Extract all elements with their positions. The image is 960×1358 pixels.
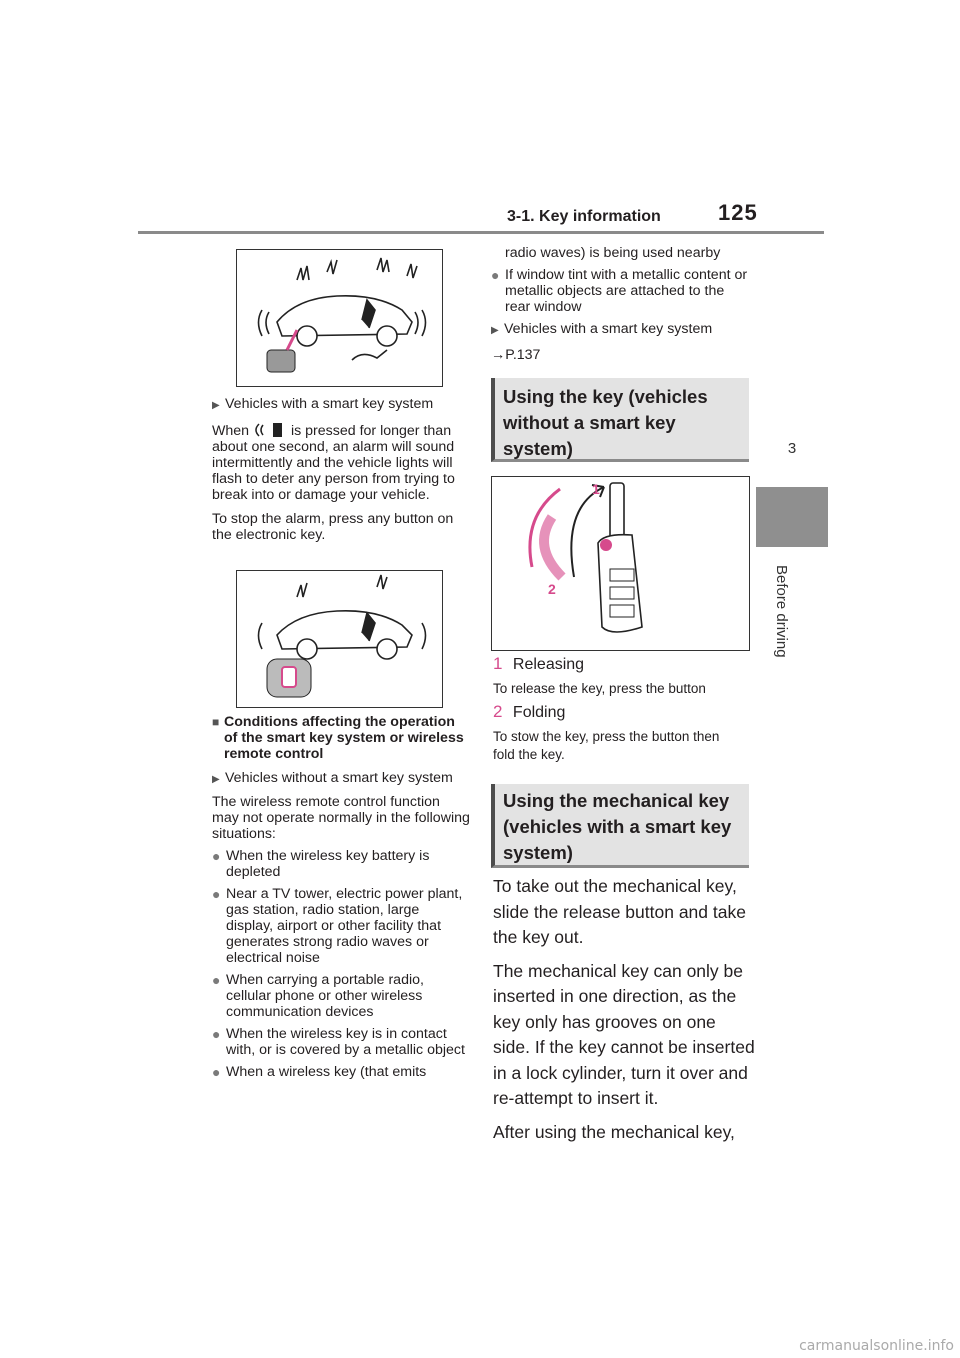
section-title: 3-1. Key information bbox=[507, 208, 661, 225]
figure-label-2: 2 bbox=[548, 581, 556, 597]
triangle-right-icon: ▶ bbox=[491, 325, 499, 336]
key-fold-illustration bbox=[491, 476, 750, 651]
list-item: ● When the wireless key battery is depleted bbox=[212, 848, 430, 880]
mechanical-key-heading: Using the mechanical key (vehicles with a smart key system) bbox=[491, 784, 749, 868]
list-item: ● Near a TV tower, electric power plant, gas station, radio station, large display, airport or other facility that generates strong radio waves or electrical noise bbox=[212, 886, 463, 966]
panic-button-icon bbox=[253, 422, 287, 438]
dot-bullet-icon: ● bbox=[212, 848, 221, 864]
page-reference: →P.137 bbox=[491, 347, 541, 363]
step-releasing: 1 Releasing bbox=[493, 654, 585, 673]
smart-key-heading-right: ▶ Vehicles with a smart key system bbox=[491, 321, 713, 337]
mechanical-key-body bbox=[493, 874, 755, 1145]
conditions-title: ■ Conditions affecting the operation of the smart key system or wireless remote control bbox=[212, 714, 464, 762]
right-column-top bbox=[491, 245, 753, 363]
list-item: ● When the wireless key is in contact with, or is covered by a metallic object bbox=[212, 1026, 465, 1058]
triangle-right-icon: ▶ bbox=[212, 400, 220, 411]
header-rule bbox=[138, 231, 824, 234]
dot-bullet-icon: ● bbox=[491, 267, 500, 283]
mechanical-paragraph-3: After using the mechanical key, bbox=[493, 1121, 735, 1142]
triangle-right-icon: ▶ bbox=[212, 774, 220, 785]
using-key-heading: Using the key (vehicles without a smart key system) bbox=[491, 378, 749, 462]
dot-bullet-icon: ● bbox=[212, 1026, 221, 1042]
left-column bbox=[212, 396, 464, 543]
step-releasing-text: To release the key, press the button bbox=[493, 681, 706, 696]
alarm-illustration-2 bbox=[236, 570, 443, 708]
chapter-label: Before driving bbox=[773, 565, 790, 658]
dot-bullet-icon: ● bbox=[212, 886, 221, 902]
stop-alarm-paragraph: To stop the alarm, press any button on the electronic key. bbox=[212, 511, 454, 543]
square-bullet-icon: ■ bbox=[212, 715, 220, 729]
figure-label-1: 1 bbox=[592, 481, 600, 497]
chapter-tab bbox=[756, 487, 828, 547]
no-smart-key-heading: ▶ Vehicles without a smart key system bbox=[212, 770, 453, 786]
wireless-intro: The wireless remote control function may not operate normally in the following situations: bbox=[212, 794, 470, 842]
dot-bullet-icon: ● bbox=[212, 972, 221, 988]
step-folding-text: To stow the key, press the button then fold the key. bbox=[493, 729, 720, 762]
page-number: 125 bbox=[718, 200, 758, 225]
conditions-section bbox=[212, 714, 470, 1080]
mechanical-paragraph-2: The mechanical key can only be inserted in one direction, as the key only has grooves on one side. If the key cannot be inserted in a lock cylinder, turn it over and re-attempt to insert it. bbox=[493, 960, 755, 1108]
mechanical-paragraph-1: To take out the mechanical key, slide the release button and take the key out. bbox=[493, 876, 746, 947]
dot-bullet-icon: ● bbox=[212, 1064, 221, 1080]
smart-key-heading: ▶ Vehicles with a smart key system bbox=[212, 396, 434, 412]
panic-paragraph: When is pressed for longer than about one second, an alarm will sound intermittently and the vehicle lights will flash to deter any person from trying to break into or damage your vehicle. bbox=[212, 423, 455, 503]
arrow-right-icon: → bbox=[491, 347, 506, 363]
chapter-number: 3 bbox=[787, 440, 797, 457]
step-folding: 2 Folding bbox=[493, 702, 566, 721]
alarm-illustration-1 bbox=[236, 249, 443, 387]
watermark: carmanualsonline.info bbox=[799, 1338, 954, 1354]
list-item: ● When carrying a portable radio, cellular phone or other wireless communication devices bbox=[212, 972, 424, 1020]
list-item: ● If window tint with a metallic content or metallic objects are attached to the rear window bbox=[491, 267, 748, 315]
continued-text: radio waves) is being used nearby bbox=[505, 245, 721, 261]
list-item: ● When a wireless key (that emits bbox=[212, 1064, 427, 1080]
